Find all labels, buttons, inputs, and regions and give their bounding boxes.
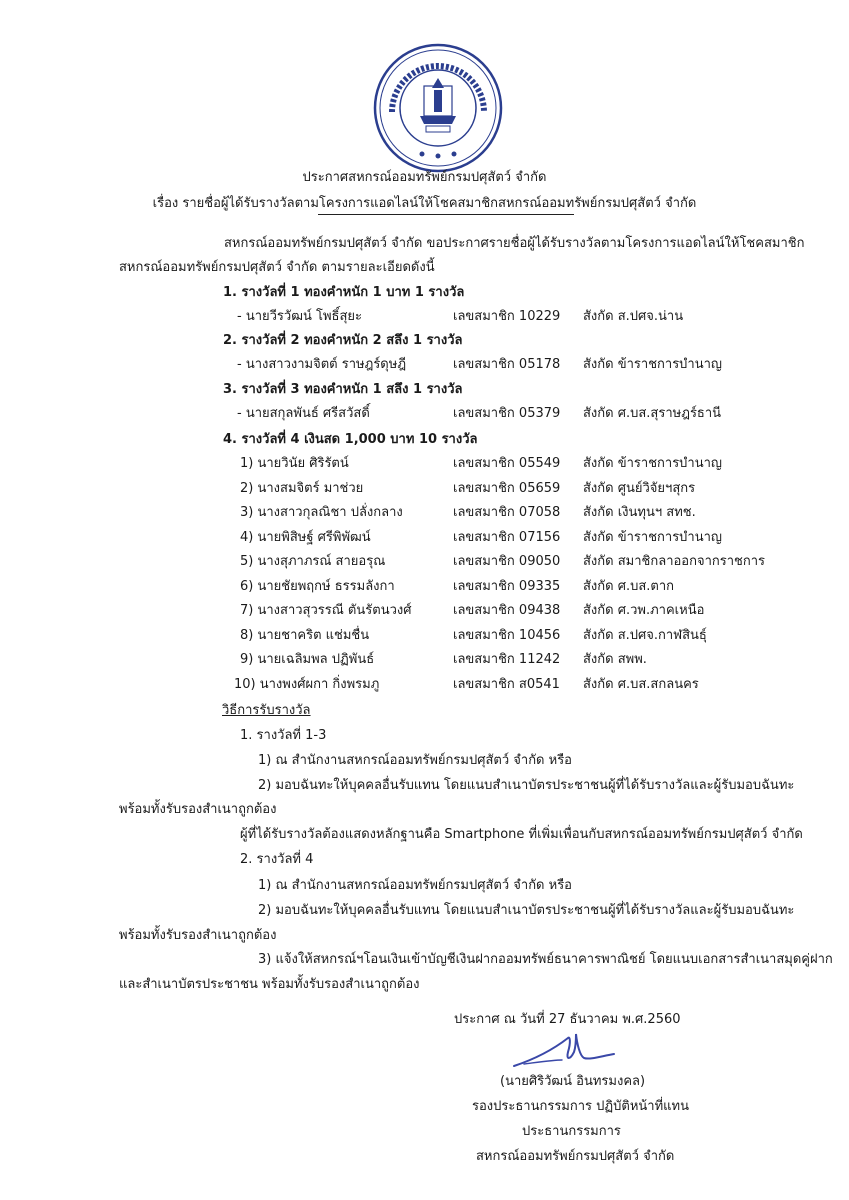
signer-organization: สหกรณ์ออมทรัพย์กรมปศุสัตว์ จำกัด (476, 1149, 675, 1164)
member-number: เลขสมาชิก 07058 (453, 505, 561, 520)
prize-4-heading: 4. รางวัลที่ 4 เงินสด 1,000 บาท 10 รางวัล (223, 432, 478, 447)
winner-row (0, 648, 849, 668)
signature-icon (510, 1030, 620, 1070)
winner-name: 7) นางสาวสุวรรณี ตันรัตนวงศ์ (240, 603, 412, 618)
winner-name: - นายสกุลพันธ์ ศรีสวัสดิ์ (237, 406, 370, 421)
affiliation: สังกัด ศูนย์วิจัยฯสุกร (583, 481, 696, 496)
winner-name: 5) นางสุภาภรณ์ สายอรุณ (240, 554, 386, 569)
member-number: เลขสมาชิก 07156 (453, 530, 561, 545)
method-2-item-1: 1) ณ สำนักงานสหกรณ์ออมทรัพย์กรมปศุสัตว์ จำกัด หรือ (258, 878, 572, 893)
member-number: เลขสมาชิก ส0541 (453, 677, 560, 692)
member-number: เลขสมาชิก 05178 (453, 357, 561, 372)
affiliation: สังกัด ส.ปศจ.กาฬสินธุ์ (583, 628, 707, 643)
affiliation: สังกัด ศ.บส.สกลนคร (583, 677, 699, 692)
winner-name: - นายวีรวัฒน์ โพธิ์สุยะ (237, 309, 362, 324)
affiliation: สังกัด ข้าราชการบำนาญ (583, 357, 722, 372)
member-number: เลขสมาชิก 10229 (453, 309, 561, 324)
signer-name: (นายศิริวัฒน์ อินทรมงคล) (500, 1074, 646, 1089)
affiliation: สังกัด เงินทุนฯ สทช. (583, 505, 696, 520)
announcement-subject: เรื่อง รายชื่อผู้ได้รับรางวัลตามโครงการแอดไลน์ให้โชคสมาชิกสหกรณ์ออมทรัพย์กรมปศุสัตว์ จำกัด (152, 196, 697, 211)
method-2-item-3-cont: และสำเนาบัตรประชาชน พร้อมทั้งรับรองสำเนาถูกต้อง (119, 977, 420, 992)
affiliation: สังกัด สมาชิกลาออกจากราชการ (583, 554, 766, 569)
affiliation: สังกัด ศ.วพ.ภาคเหนือ (583, 603, 705, 618)
affiliation: สังกัด ศ.บส.สุราษฎร์ธานี (583, 406, 722, 421)
method-1-item-2: 2) มอบฉันทะให้บุคคลอื่นรับแทน โดยแนบสำเนาบัตรประชาชนผู้ที่ได้รับรางวัลและผู้รับมอบฉันทะ (258, 778, 795, 793)
winner-row (0, 575, 849, 595)
winner-name: 10) นางพงศ์ผกา กิ่งพรมภู (234, 677, 380, 692)
method-1-item-1: 1) ณ สำนักงานสหกรณ์ออมทรัพย์กรมปศุสัตว์ จำกัด หรือ (258, 753, 572, 768)
winner-name: 3) นางสาวกุลณิชา ปลั่งกลาง (240, 505, 403, 520)
signer-position-2: ประธานกรรมการ (522, 1124, 621, 1139)
affiliation: สังกัด ข้าราชการบำนาญ (583, 456, 722, 471)
method-2-item-2: 2) มอบฉันทะให้บุคคลอื่นรับแทน โดยแนบสำเนาบัตรประชาชนผู้ที่ได้รับรางวัลและผู้รับมอบฉันทะ (258, 903, 795, 918)
winner-name: 9) นายเฉลิมพล ปฏิพันธ์ (240, 652, 375, 667)
winner-name: 2) นางสมจิตร์ มาช่วย (240, 481, 364, 496)
winner-row (0, 673, 849, 693)
winner-name: 8) นายชาคริต แช่มชื่น (240, 628, 370, 643)
method-2-item-2-cont: พร้อมทั้งรับรองสำเนาถูกต้อง (119, 928, 277, 943)
method-1-item-2-cont: พร้อมทั้งรับรองสำเนาถูกต้อง (119, 802, 277, 817)
member-number: เลขสมาชิก 05659 (453, 481, 561, 496)
member-number: เลขสมาชิก 09050 (453, 554, 561, 569)
winner-row (0, 452, 849, 472)
cooperative-seal-icon (372, 42, 504, 174)
announcement-title: ประกาศสหกรณ์ออมทรัพย์กรมปศุสัตว์ จำกัด (302, 170, 547, 185)
winner-row (0, 550, 849, 570)
method-2-heading: 2. รางวัลที่ 4 (240, 852, 314, 867)
affiliation: สังกัด สพพ. (583, 652, 647, 667)
affiliation: สังกัด ข้าราชการบำนาญ (583, 530, 722, 545)
winner-row (0, 305, 849, 325)
member-number: เลขสมาชิก 09335 (453, 579, 561, 594)
member-number: เลขสมาชิก 05379 (453, 406, 561, 421)
method-1-note: ผู้ที่ได้รับรางวัลต้องแสดงหลักฐานคือ Smartphone ที่เพิ่มเพื่อนกับสหกรณ์ออมทรัพย์กรมปศุสัตว์ จำกัด (240, 827, 803, 842)
winner-name: 1) นายวินัย ศิริรัตน์ (240, 456, 349, 471)
intro-line-1: สหกรณ์ออมทรัพย์กรมปศุสัตว์ จำกัด ขอประกาศรายชื่อผู้ได้รับรางวัลตามโครงการแอดไลน์ให้โชคสมาชิก (224, 236, 805, 251)
member-number: เลขสมาชิก 10456 (453, 628, 561, 643)
winner-name: 4) นายพิสิษฐ์ ศรีพิพัฒน์ (240, 530, 371, 545)
affiliation: สังกัด ส.ปศจ.น่าน (583, 309, 684, 324)
winner-row (0, 526, 849, 546)
member-number: เลขสมาชิก 09438 (453, 603, 561, 618)
title-divider (318, 214, 574, 215)
signer-position: รองประธานกรรมการ ปฏิบัติหน้าที่แทน (472, 1099, 690, 1114)
method-heading: วิธีการรับรางวัล (222, 703, 311, 718)
method-1-heading: 1. รางวัลที่ 1-3 (240, 728, 327, 743)
winner-row (0, 402, 849, 422)
prize-2-heading: 2. รางวัลที่ 2 ทองคำหนัก 2 สลึง 1 รางวัล (223, 333, 463, 348)
affiliation: สังกัด ศ.บส.ตาก (583, 579, 675, 594)
member-number: เลขสมาชิก 11242 (453, 652, 561, 667)
winner-name: 6) นายชัยพฤกษ์ ธรรมลังกา (240, 579, 395, 594)
winner-row (0, 599, 849, 619)
prize-1-heading: 1. รางวัลที่ 1 ทองคำหนัก 1 บาท 1 รางวัล (223, 285, 465, 300)
intro-line-2: สหกรณ์ออมทรัพย์กรมปศุสัตว์ จำกัด ตามรายละเอียดดังนี้ (119, 260, 435, 275)
method-2-item-3: 3) แจ้งให้สหกรณ์ฯโอนเงินเข้าบัญชีเงินฝากออมทรัพย์ธนาคารพาณิชย์ โดยแนบเอกสารสำเนาสมุดคู่ฝาก (258, 952, 833, 967)
announcement-date: ประกาศ ณ วันที่ 27 ธันวาคม พ.ศ.2560 (454, 1012, 681, 1027)
member-number: เลขสมาชิก 05549 (453, 456, 561, 471)
winner-name: - นางสาวงามจิตต์ ราษฎร์ดุษฎี (237, 357, 407, 372)
winner-row (0, 353, 849, 373)
winner-row (0, 624, 849, 644)
winner-row (0, 501, 849, 521)
winner-row (0, 477, 849, 497)
prize-3-heading: 3. รางวัลที่ 3 ทองคำหนัก 1 สลึง 1 รางวัล (223, 382, 463, 397)
